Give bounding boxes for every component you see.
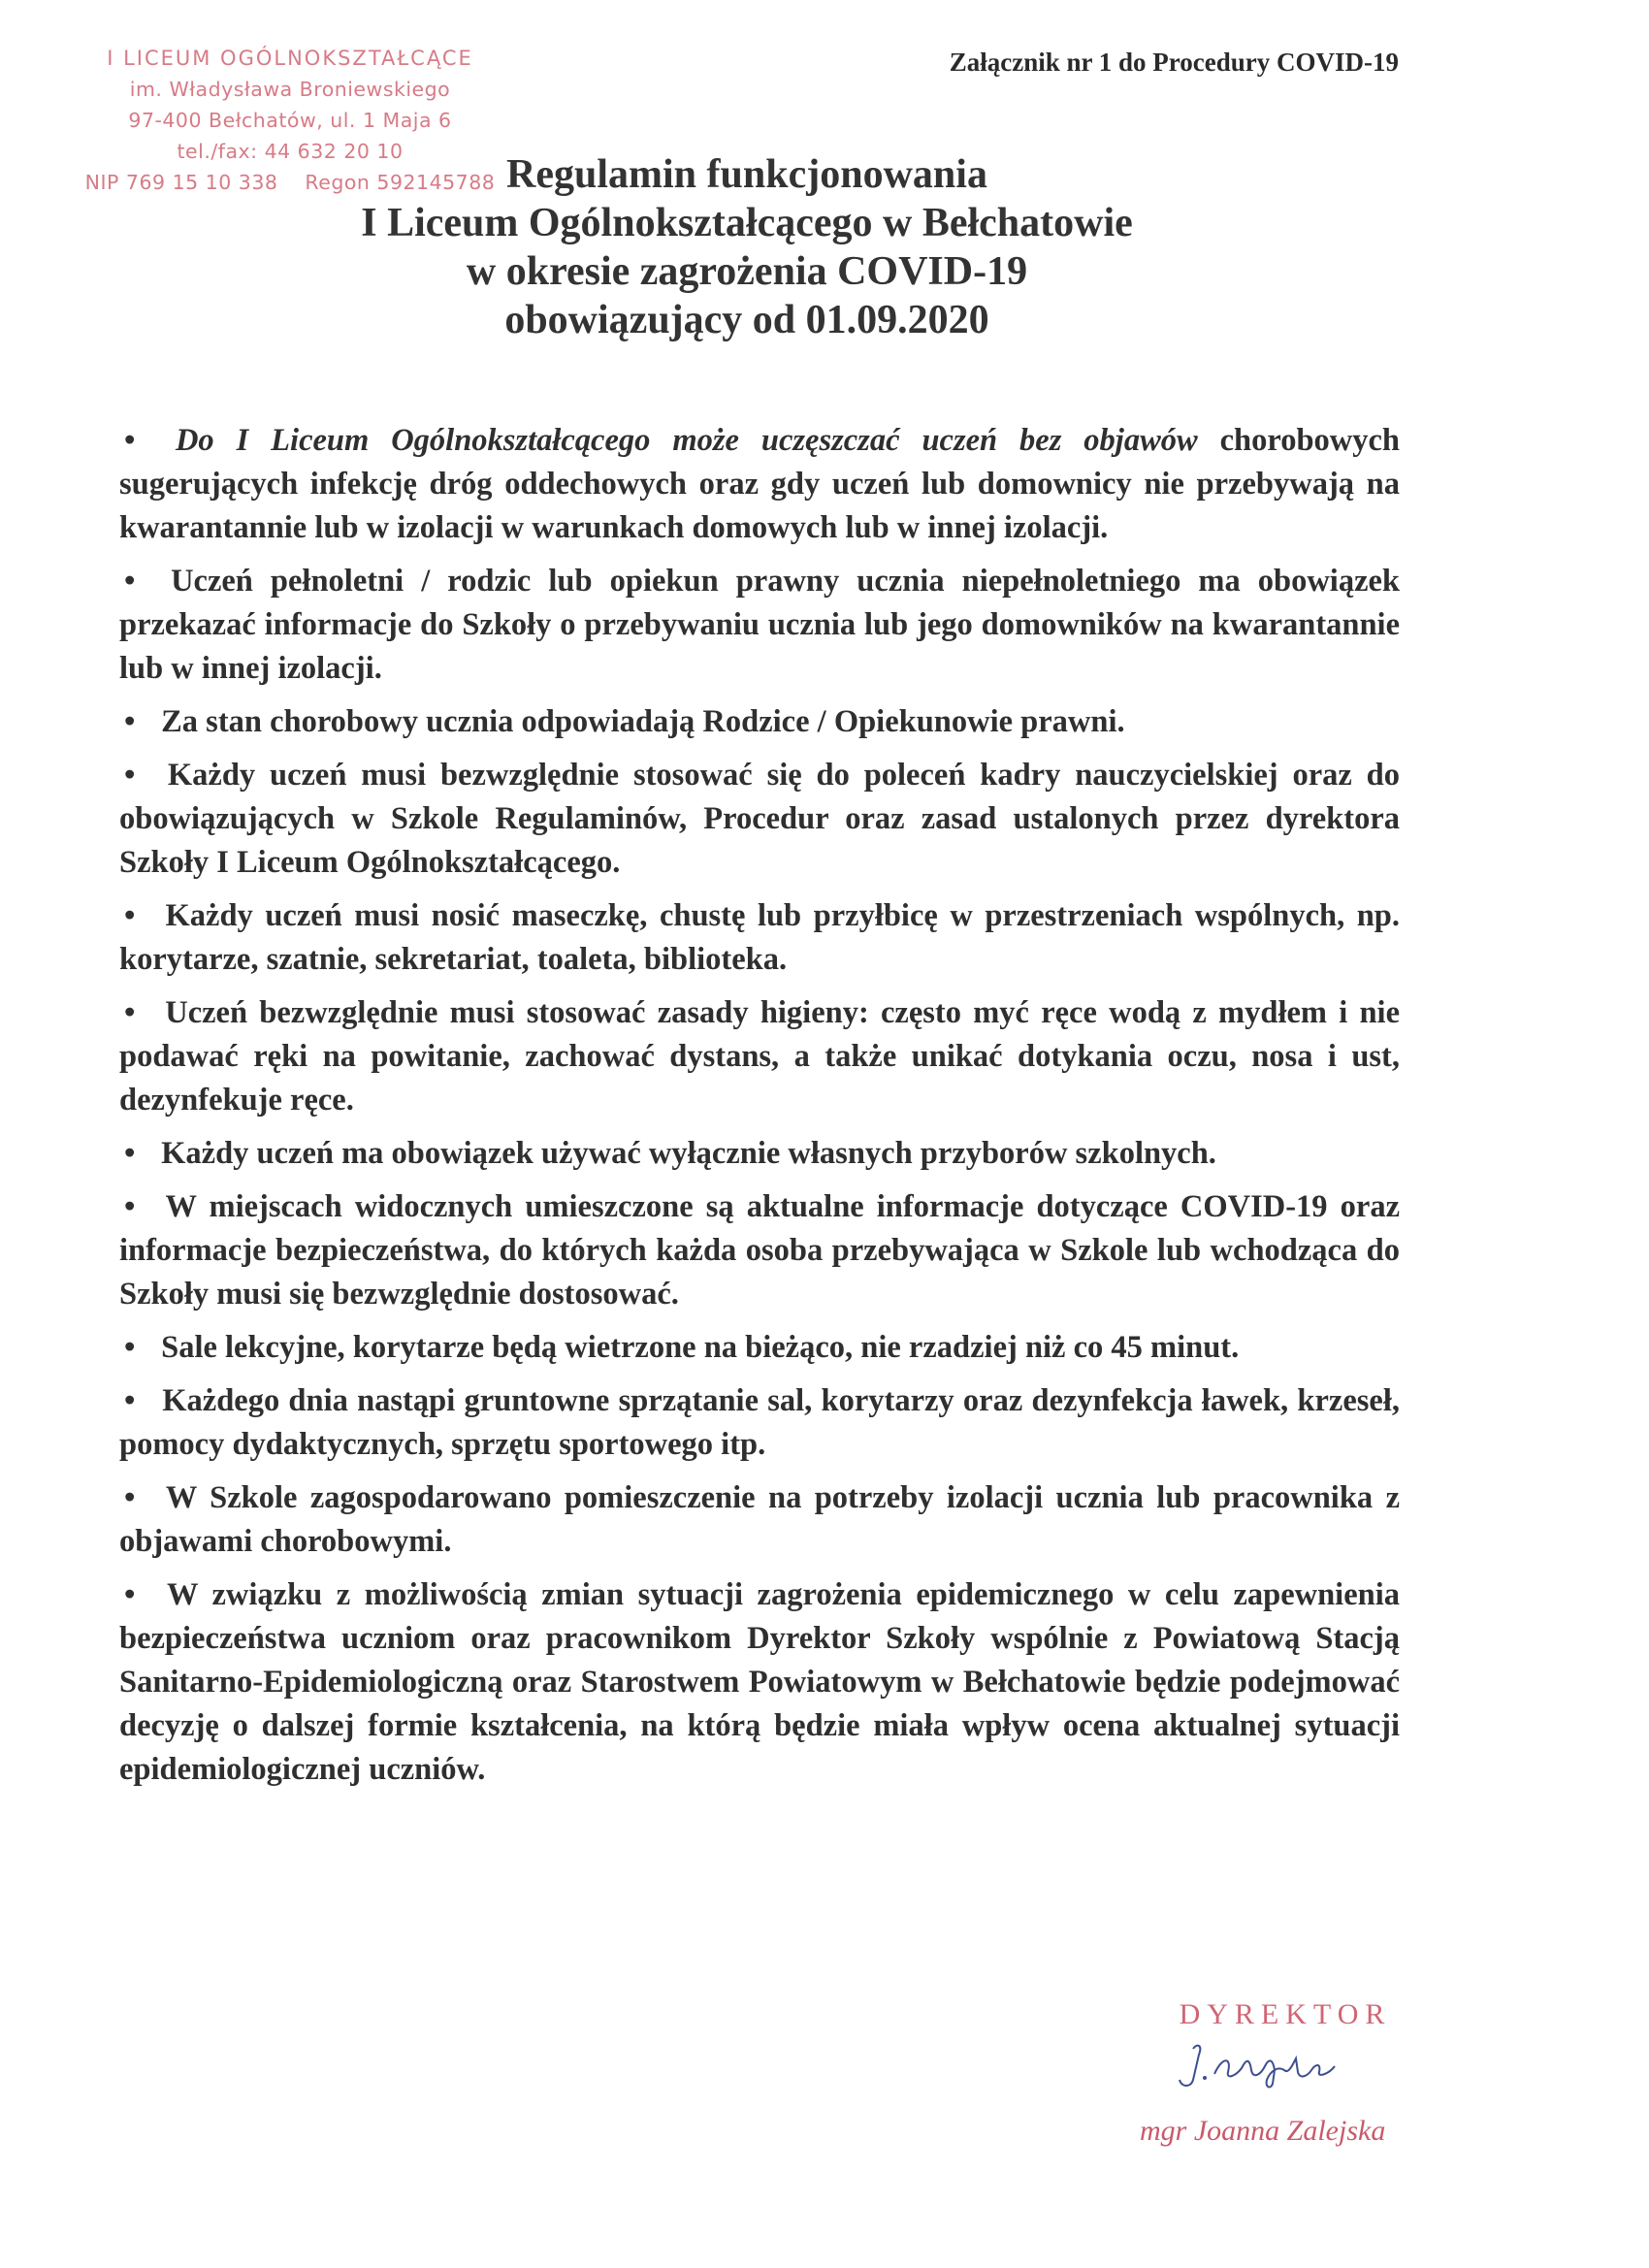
bullet-icon: • <box>124 1480 136 1515</box>
bullet-icon: • <box>124 1577 136 1612</box>
bullet-icon: • <box>124 564 136 599</box>
rule-item <box>119 1132 1400 1176</box>
rule-item <box>119 894 1400 982</box>
rule-lead: Do I Liceum Ogólnokształcącego może uczęszczać uczeń bez objawów <box>175 423 1198 458</box>
stamp-phone: tel./fax: 44 632 20 10 <box>177 140 404 163</box>
rule-text: Każdy uczeń musi nosić maseczkę, chustę lub przyłbicę w przestrzeniach wspólnych, np. korytarze, szatnie, sekretariat, toaleta, biblioteka. <box>119 898 1401 977</box>
bullet-icon: • <box>124 1383 136 1418</box>
rule-item <box>119 991 1400 1122</box>
stamp-nip: NIP 769 15 10 338 <box>84 171 278 194</box>
stamp-regon: Regon 592145788 <box>305 171 496 194</box>
bullet-icon: • <box>124 423 136 458</box>
title-line-3: w okresie zagrożenia COVID-19 <box>466 249 1028 294</box>
annex-label: Załącznik nr 1 do Procedury COVID-19 <box>949 48 1399 77</box>
bullet-icon: • <box>124 1136 136 1171</box>
director-title: DYREKTOR <box>1179 1998 1392 2030</box>
rules-list <box>119 419 1400 1801</box>
rule-text: Każdy uczeń ma obowiązek używać wyłącznie własnych przyborów szkolnych. <box>161 1136 1216 1171</box>
rule-item <box>119 560 1400 691</box>
bullet-icon: • <box>124 758 136 793</box>
bullet-icon: • <box>124 898 136 933</box>
stamp-address: 97-400 Bełchatów, ul. 1 Maja 6 <box>128 109 452 132</box>
rule-text: W miejscach widocznych umieszczone są aktualne informacje dotyczące COVID-19 oraz informacje bezpieczeństwa, do których każda osoba przebywająca w Szkole lub wchodząca do Szkoły musi się bezwzględnie dostosować. <box>119 1189 1400 1312</box>
rule-item <box>119 700 1400 744</box>
document-title <box>262 150 1232 344</box>
rule-text: Uczeń bezwzględnie musi stosować zasady higieny: często myć ręce wodą z mydłem i nie podawać ręki na powitanie, zachować dystans, a także unikać dotykania oczu, nosa i ust, dezynfekuje ręce. <box>119 995 1401 1118</box>
rule-item <box>119 1573 1400 1792</box>
handwritten-signature <box>1164 2037 1377 2095</box>
director-signature-block <box>1086 1998 1455 2095</box>
bullet-icon: • <box>124 1330 136 1365</box>
rule-text: Sale lekcyjne, korytarze będą wietrzone na bieżąco, nie rzadziej niż co 45 minut. <box>161 1330 1240 1365</box>
rule-item <box>119 1379 1400 1467</box>
rule-text: Uczeń pełnoletni / rodzic lub opiekun prawny ucznia niepełnoletniego ma obowiązek przekazać informacje do Szkoły o przebywaniu ucznia lub jego domowników na kwarantannie lub w innej izolacji. <box>119 564 1401 686</box>
rule-item <box>119 754 1400 885</box>
stamp-school-name: I LICEUM OGÓLNOKSZTAŁCĄCE <box>107 47 473 70</box>
rule-text: W związku z możliwością zmian sytuacji zagrożenia epidemicznego w celu zapewnienia bezpieczeństwa uczniom oraz pracownikom Dyrektor Szkoły wspólnie z Powiatową Stacją Sanitarno-Epidemiologiczną oraz Starostwem Powiatowym w Bełchatowie będzie podejmować decyzję o dalszej formie kształcenia, na którą będzie miała wpływ ocena aktualnej sytuacji epidemiologicznej uczniów. <box>119 1577 1400 1787</box>
rule-item <box>119 1326 1400 1370</box>
rule-text: Każdy uczeń musi bezwzględnie stosować się do poleceń kadry nauczycielskiej oraz do obowiązujących w Szkole Regulaminów, Procedur oraz zasad ustalonych przez dyrektora Szkoły I Liceum Ogólnokształcącego. <box>119 758 1400 880</box>
rule-text: chorobowych sugerujących infekcję dróg oddechowych oraz gdy uczeń lub domownicy nie przebywają na kwarantannie lub w izolacji w warunkach domowych lub w innej izolacji. <box>119 423 1400 545</box>
rule-text: Każdego dnia nastąpi gruntowne sprzątanie sal, korytarzy oraz dezynfekcja ławek, krzeseł, pomocy dydaktycznych, sprzętu sportowego itp. <box>119 1383 1400 1462</box>
rule-item <box>119 1476 1400 1564</box>
rule-item <box>119 419 1400 550</box>
bullet-icon: • <box>124 704 136 739</box>
rule-item <box>119 1185 1400 1316</box>
bullet-icon: • <box>124 995 136 1030</box>
stamp-patron: im. Władysława Broniewskiego <box>129 78 451 101</box>
title-line-1: Regulamin funkcjonowania <box>506 152 987 197</box>
bullet-icon: • <box>124 1189 136 1224</box>
director-name: mgr Joanna Zalejska <box>1140 2115 1386 2147</box>
title-line-4: obowiązujący od 01.09.2020 <box>504 298 989 342</box>
rule-text: Za stan chorobowy ucznia odpowiadają Rodzice / Opiekunowie prawni. <box>161 704 1125 739</box>
rule-text: W Szkole zagospodarowano pomieszczenie na potrzeby izolacji ucznia lub pracownika z objawami chorobowymi. <box>119 1480 1400 1559</box>
title-line-2: I Liceum Ogólnokształcącego w Bełchatowie <box>361 201 1133 245</box>
